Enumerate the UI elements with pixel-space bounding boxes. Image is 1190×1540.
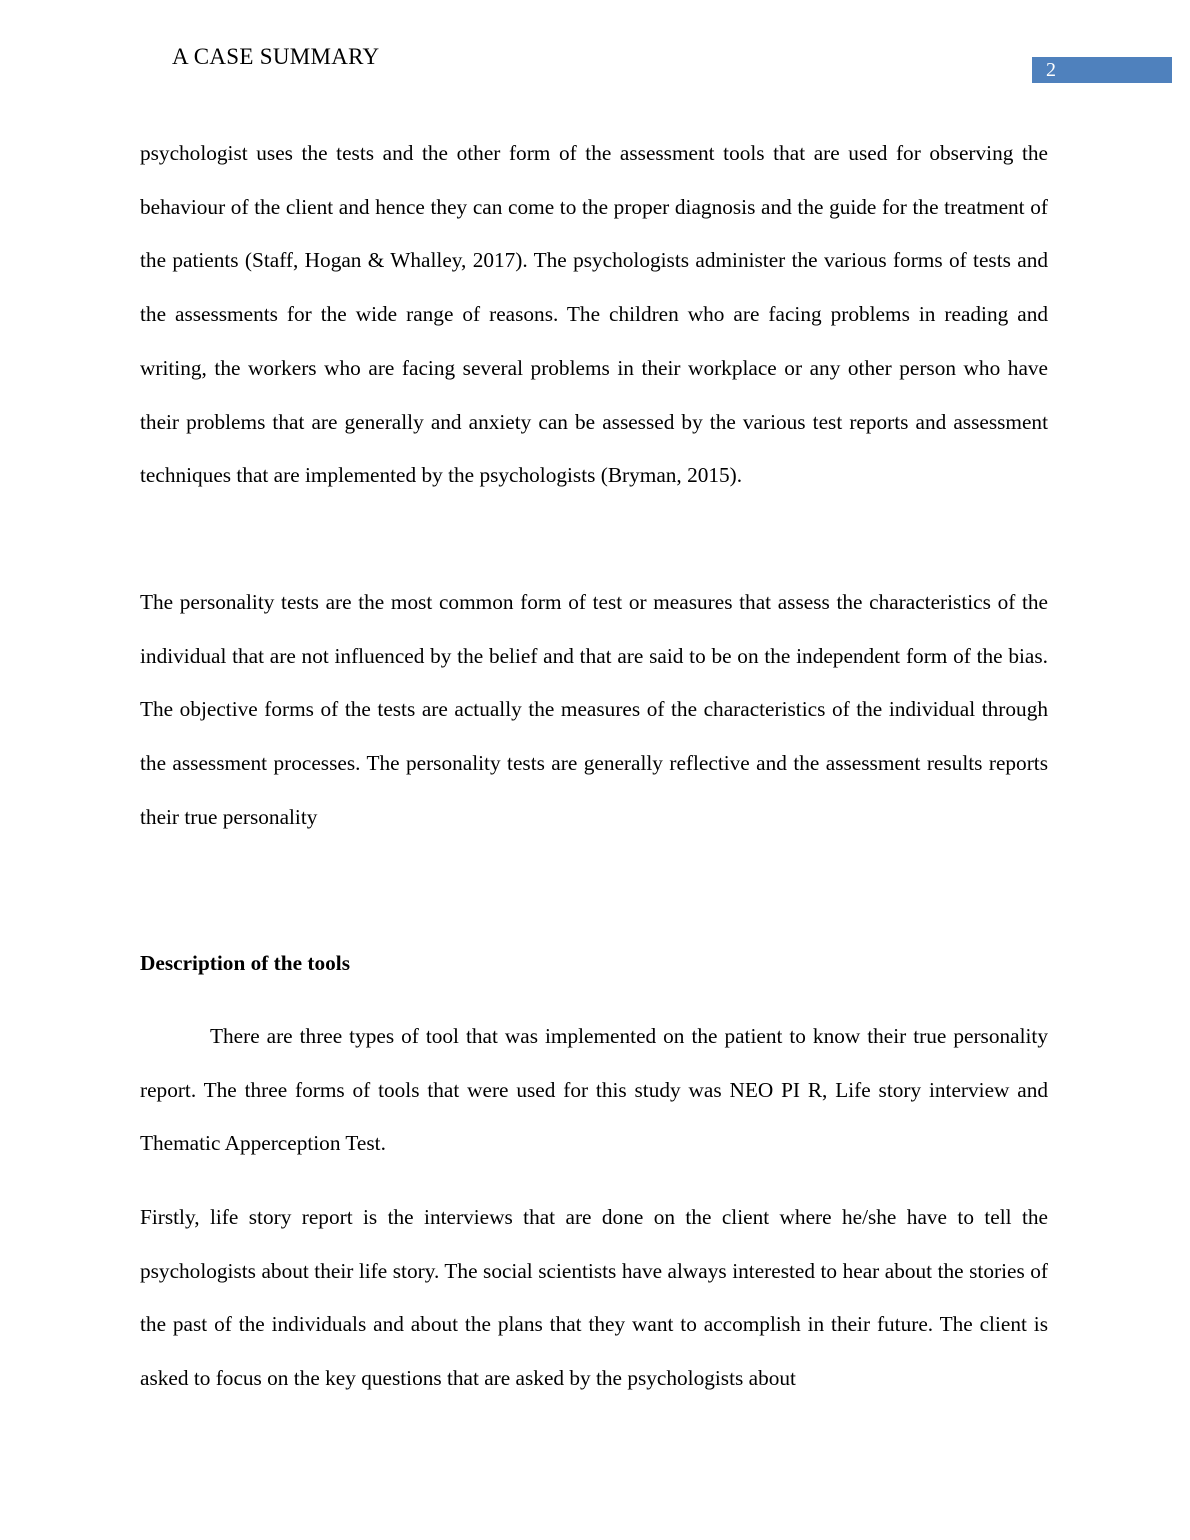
paragraph-4: Firstly, life story report is the interviews that are done on the client where he/she have to tell the psychologists about their life story. The social scientists have always interested to hear about the stories of the past of the individuals and about the plans that they want to accomplish in their future. The client is asked to focus on the key questions that are asked by the psychologists about: [140, 1205, 1048, 1391]
section-heading: Description of the tools: [140, 951, 350, 975]
paragraph-2: The personality tests are the most common form of test or measures that assess the characteristics of the individual that are not influenced by the belief and that are said to be on the independent form of the bias. The objective forms of the tests are actually the measures of the characteristics of the individual through the assessment processes. The personality tests are generally reflective and the assessment results reports their true personality: [140, 590, 1048, 829]
paragraph-1: psychologist uses the tests and the other form of the assessment tools that are used for observing the behaviour of the client and hence they can come to the proper diagnosis and the guide for the treatment of the patients (Staff, Hogan & Whalley, 2017). The psychologists administer the various forms of tests and the assessments for the wide range of reasons. The children who are facing problems in reading and writing, the workers who are facing several problems in their workplace or any other person who have their problems that are generally and anxiety can be assessed by the various test reports and assessment techniques that are implemented by the psychologists (Bryman, 2015).: [140, 141, 1048, 488]
running-head: A CASE SUMMARY: [172, 44, 380, 69]
page-number-box: [1032, 57, 1172, 83]
paragraph-3: There are three types of tool that was implemented on the patient to know their true personality report. The three forms of tools that were used for this study was NEO PI R, Life story interview and Thematic Apperception Test.: [140, 1024, 1048, 1156]
page-number: 2: [1046, 59, 1056, 81]
